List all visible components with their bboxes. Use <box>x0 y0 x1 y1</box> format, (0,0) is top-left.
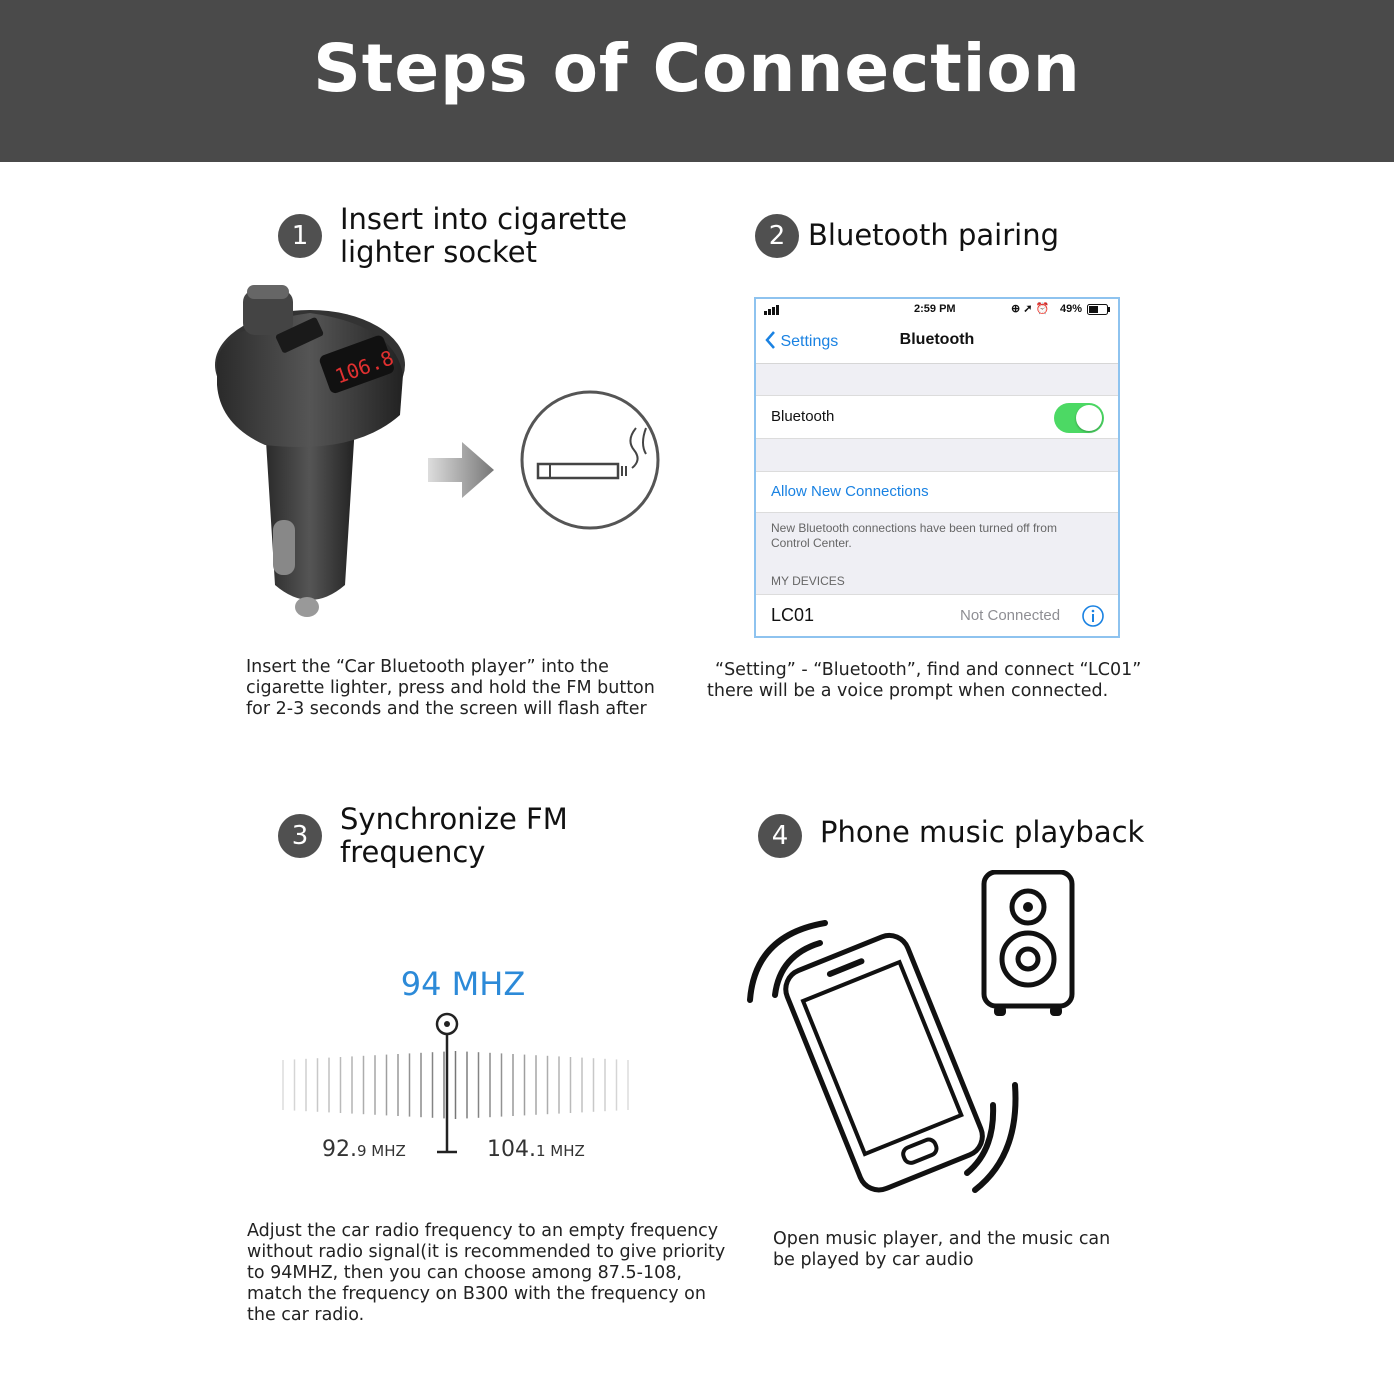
step-3-title <box>340 803 568 869</box>
step-3-number: 3 <box>278 814 322 858</box>
step-4-description <box>773 1229 1110 1271</box>
fm-left-label <box>322 1137 406 1162</box>
step-4-desc-line1: Open music player, and the music can <box>773 1229 1111 1249</box>
bluetooth-row-label: Bluetooth <box>771 408 835 425</box>
step-2-desc-line2: there will be a voice prompt when connected. <box>707 681 1109 701</box>
step-1-title-line1: Insert into cigarette <box>340 202 628 236</box>
step-3-desc-line2: without radio signal(it is recommended to give priority <box>247 1242 726 1262</box>
step-1-desc-line3: for 2-3 seconds and the screen will flash after <box>246 699 647 719</box>
page-title: Steps of Connection <box>313 30 1081 107</box>
step-1-title-line2: lighter socket <box>340 235 538 269</box>
section-header: MY DEVICES <box>771 574 845 588</box>
allow-new-connections-link[interactable]: Allow New Connections <box>771 483 929 500</box>
status-bar <box>756 299 1118 321</box>
step-3-title-line2: frequency <box>340 835 486 869</box>
step-1-title <box>340 203 627 269</box>
cigarette-lighter-icon <box>518 388 662 532</box>
signal-icon <box>764 305 782 315</box>
bluetooth-toggle[interactable] <box>1054 403 1104 433</box>
header-banner <box>0 0 1394 162</box>
bluetooth-note <box>771 521 1057 551</box>
nav-title: Bluetooth <box>899 331 975 348</box>
car-charger-illustration <box>205 285 415 625</box>
bluetooth-row <box>756 395 1118 439</box>
step-1-description <box>246 657 655 720</box>
step-2-desc-line1: “Setting” - “Bluetooth”, find and connect “LC01” <box>715 660 1142 680</box>
battery-icon <box>1087 304 1111 316</box>
status-time: 2:59 PM <box>914 303 956 315</box>
fm-right-small: 1 MHZ <box>535 1142 585 1160</box>
toggle-knob <box>1076 405 1102 431</box>
step-2-number: 2 <box>755 214 799 258</box>
status-icons: ⊕ ➚ ⏰ <box>1011 303 1050 315</box>
device-row[interactable] <box>756 594 1118 637</box>
step-1-desc-line2: cigarette lighter, press and hold the FM button <box>246 678 655 698</box>
back-label: Settings <box>780 333 839 350</box>
step-2-description <box>707 660 1141 702</box>
info-icon[interactable] <box>1081 604 1105 628</box>
step-4-number: 4 <box>758 814 802 858</box>
allow-connections-row[interactable] <box>756 471 1118 513</box>
fm-left-small: 9 MHZ <box>357 1142 406 1160</box>
arrow-right-icon <box>428 442 498 498</box>
battery-percent: 49% <box>1060 303 1083 315</box>
fm-needle-dot <box>444 1021 450 1027</box>
fm-right-label <box>487 1137 585 1162</box>
step-3-desc-line3: to 94MHZ, then you can choose among 87.5-108, <box>247 1263 682 1283</box>
step-3-desc-line5: the car radio. <box>247 1305 365 1325</box>
note-line1: New Bluetooth connections have been turned off from <box>771 521 1057 535</box>
step-3-description <box>247 1221 725 1326</box>
note-line2: Control Center. <box>771 536 852 550</box>
fm-left-main: 92. <box>322 1137 357 1162</box>
step-3-title-line1: Synchronize FM <box>340 802 568 836</box>
step-4-desc-line2: be played by car audio <box>773 1250 974 1270</box>
step-1-desc-line1: Insert the “Car Bluetooth player” into the <box>246 657 609 677</box>
step-1-number: 1 <box>278 214 322 258</box>
bluetooth-settings-screenshot <box>754 297 1120 638</box>
step-3-desc-line4: match the frequency on B300 with the frequency on <box>247 1284 706 1304</box>
step-4-title: Phone music playback <box>820 815 1145 849</box>
nav-bar <box>756 321 1118 364</box>
device-status: Not Connected <box>960 607 1061 624</box>
vibrating-phone-icon <box>735 915 1035 1205</box>
device-name: LC01 <box>771 605 815 625</box>
step-2-title: Bluetooth pairing <box>808 218 1060 252</box>
fm-right-main: 104. <box>487 1137 536 1162</box>
step-3-desc-line1: Adjust the car radio frequency to an empty frequency <box>247 1221 719 1241</box>
fm-center-frequency: 94 MHZ <box>400 965 526 1003</box>
charger-display: 106.8 <box>331 345 397 389</box>
